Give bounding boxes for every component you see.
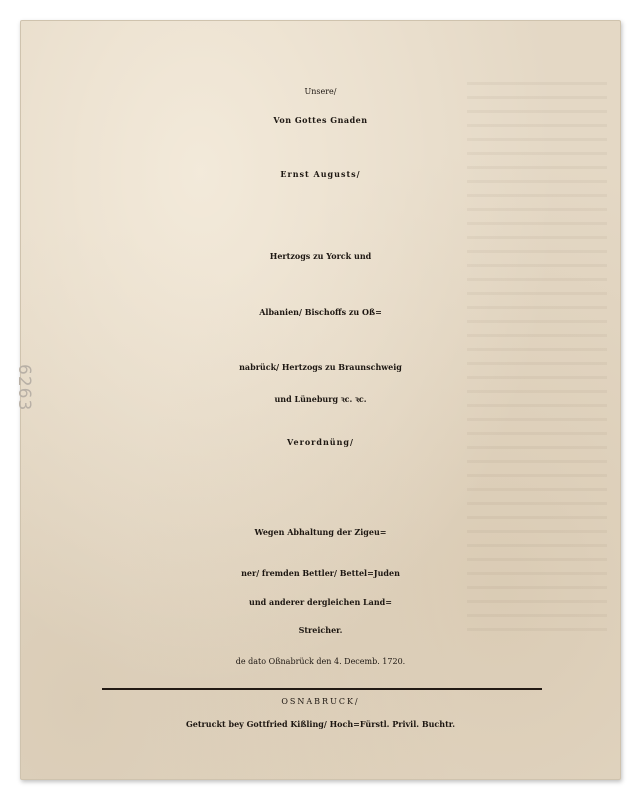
subject-line-1: Wegen Abhaltung der Zigeu= — [254, 527, 387, 537]
subject-line-3: und anderer dergleichen Land= — [249, 597, 392, 607]
title-line-2: Von Gottes Gnaden — [273, 115, 368, 125]
title-line-6: nabrück/ Hertzogs zu Braunschweig — [239, 362, 402, 372]
horizontal-rule — [102, 688, 542, 690]
catalog-number: 6263 — [14, 364, 34, 412]
imprint-place: OSNABRUCK/ — [281, 697, 360, 706]
title-line-1: Unsere/ — [304, 87, 337, 96]
date-line: de dato Oßnabrück den 4. Decemb. 1720. — [235, 657, 406, 666]
title-line-4: Hertzogs zu Yorck und — [269, 251, 372, 261]
document-type-heading: Verordnüng/ — [287, 437, 354, 447]
document-page — [14, 20, 621, 780]
show-through-text — [467, 82, 607, 642]
ruler-name: Ernst Augusts/ — [280, 169, 361, 179]
subject-line-4: Streicher. — [298, 625, 343, 635]
imprint-printer: Getruckt bey Gottfried Kißling/ Hoch=Fürstl. Privil. Buchtr. — [185, 719, 456, 729]
title-line-5: Albanien/ Bischoffs zu Oß= — [259, 307, 382, 317]
subject-line-2: ner/ fremden Bettler/ Bettel=Juden — [241, 568, 400, 578]
title-line-7: und Lüneburg ꝛc. ꝛc. — [274, 394, 367, 404]
